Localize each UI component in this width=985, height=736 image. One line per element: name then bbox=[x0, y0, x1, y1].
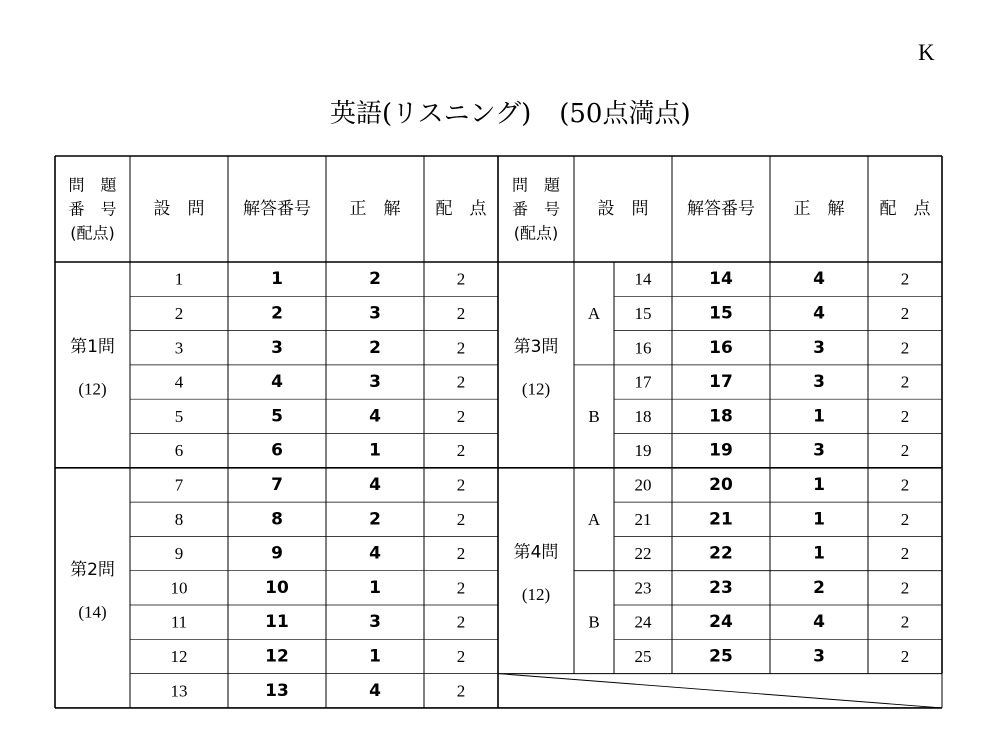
left-answer-no: 11 bbox=[265, 612, 289, 633]
left-correct-answer: 3 bbox=[369, 303, 381, 324]
header-setsumon-left: 設 問 bbox=[153, 199, 205, 219]
right-points: 2 bbox=[900, 303, 910, 323]
header-mondai-left: (配点) bbox=[70, 223, 115, 243]
right-correct-answer: 1 bbox=[813, 406, 825, 427]
title-subject: 英語(リスニング) bbox=[330, 99, 532, 129]
left-points: 2 bbox=[456, 338, 466, 358]
right-sub-label: B bbox=[588, 612, 600, 632]
left-question-no: 9 bbox=[174, 544, 184, 564]
left-correct-answer: 2 bbox=[369, 269, 381, 290]
left-correct-answer: 1 bbox=[369, 577, 381, 598]
left-points: 2 bbox=[456, 269, 466, 289]
left-question-no: 12 bbox=[170, 646, 188, 666]
left-points: 2 bbox=[456, 372, 466, 392]
right-sub-label: A bbox=[587, 509, 601, 529]
right-correct-answer: 1 bbox=[813, 543, 825, 564]
left-group-label: 第2問 bbox=[70, 559, 115, 580]
left-answer-no: 7 bbox=[271, 474, 283, 495]
right-answer-no: 19 bbox=[709, 440, 733, 461]
right-points: 2 bbox=[900, 544, 910, 564]
right-question-no: 20 bbox=[634, 475, 652, 495]
header-seikai-right: 正 解 bbox=[793, 199, 845, 219]
left-question-no: 2 bbox=[174, 303, 184, 323]
right-correct-answer: 1 bbox=[813, 509, 825, 530]
left-correct-answer: 1 bbox=[369, 646, 381, 667]
left-correct-answer: 4 bbox=[369, 474, 381, 495]
right-sub-label: B bbox=[588, 406, 600, 426]
left-points: 2 bbox=[456, 646, 466, 666]
right-answer-no: 20 bbox=[709, 474, 733, 495]
left-points: 2 bbox=[456, 509, 466, 529]
left-answer-no: 8 bbox=[271, 509, 283, 530]
left-question-no: 5 bbox=[174, 406, 184, 426]
right-question-no: 17 bbox=[634, 372, 652, 392]
right-correct-answer: 4 bbox=[813, 303, 825, 324]
left-question-no: 3 bbox=[174, 338, 184, 358]
left-points: 2 bbox=[456, 406, 466, 426]
left-points: 2 bbox=[456, 441, 466, 461]
right-answer-no: 17 bbox=[709, 372, 733, 393]
left-points: 2 bbox=[456, 475, 466, 495]
header-mondai-right: (配点) bbox=[513, 223, 559, 243]
left-group-label: 第1問 bbox=[70, 336, 115, 357]
left-answer-no: 2 bbox=[271, 303, 283, 324]
left-answer-no: 6 bbox=[271, 440, 283, 461]
right-correct-answer: 3 bbox=[813, 337, 825, 358]
right-group-label: 第3問 bbox=[513, 336, 559, 357]
left-correct-answer: 4 bbox=[369, 680, 381, 701]
left-group-points: (14) bbox=[78, 602, 107, 622]
left-correct-answer: 1 bbox=[369, 440, 381, 461]
right-points: 2 bbox=[900, 441, 910, 461]
right-answer-no: 18 bbox=[709, 406, 733, 427]
right-question-no: 23 bbox=[634, 578, 652, 598]
right-question-no: 19 bbox=[634, 441, 652, 461]
right-group-points: (12) bbox=[521, 379, 551, 399]
right-correct-answer: 4 bbox=[813, 269, 825, 290]
left-answer-no: 12 bbox=[265, 646, 289, 667]
header-seikai-left: 正 解 bbox=[349, 199, 401, 219]
left-answer-no: 10 bbox=[265, 577, 289, 598]
right-points: 2 bbox=[900, 406, 910, 426]
empty-cell-diagonal bbox=[498, 674, 942, 708]
right-answer-no: 22 bbox=[709, 543, 733, 564]
right-question-no: 14 bbox=[634, 269, 652, 289]
left-points: 2 bbox=[456, 681, 466, 701]
right-points: 2 bbox=[900, 338, 910, 358]
right-question-no: 24 bbox=[634, 612, 652, 632]
right-points: 2 bbox=[900, 269, 910, 289]
left-correct-answer: 2 bbox=[369, 337, 381, 358]
left-points: 2 bbox=[456, 544, 466, 564]
right-points: 2 bbox=[900, 475, 910, 495]
header-kaito-right: 解答番号 bbox=[687, 199, 755, 219]
header-setsumon-right: 設 問 bbox=[597, 199, 649, 219]
header-mondai-right: 番 号 bbox=[511, 199, 561, 219]
corner-mark: K bbox=[918, 40, 935, 65]
right-points: 2 bbox=[900, 578, 910, 598]
right-answer-no: 21 bbox=[709, 509, 733, 530]
left-points: 2 bbox=[456, 303, 466, 323]
header-kaito-left: 解答番号 bbox=[243, 199, 311, 219]
right-answer-no: 14 bbox=[709, 269, 733, 290]
left-correct-answer: 4 bbox=[369, 543, 381, 564]
right-correct-answer: 2 bbox=[813, 577, 825, 598]
header-haiten-left: 配 点 bbox=[435, 199, 487, 219]
left-answer-no: 3 bbox=[271, 337, 283, 358]
header-haiten-right: 配 点 bbox=[879, 199, 931, 219]
left-answer-no: 1 bbox=[271, 269, 283, 290]
right-correct-answer: 3 bbox=[813, 646, 825, 667]
right-answer-no: 23 bbox=[709, 577, 733, 598]
left-question-no: 10 bbox=[170, 578, 188, 598]
right-answer-no: 15 bbox=[709, 303, 733, 324]
right-answer-no: 16 bbox=[709, 337, 733, 358]
left-question-no: 7 bbox=[174, 475, 184, 495]
right-answer-no: 25 bbox=[709, 646, 733, 667]
right-group-points: (12) bbox=[521, 585, 551, 605]
left-question-no: 8 bbox=[174, 509, 184, 529]
right-points: 2 bbox=[900, 509, 910, 529]
left-group-points: (12) bbox=[78, 379, 107, 399]
left-answer-no: 9 bbox=[271, 543, 283, 564]
header-mondai-right: 問 題 bbox=[511, 175, 561, 195]
left-correct-answer: 3 bbox=[369, 372, 381, 393]
left-question-no: 13 bbox=[170, 681, 188, 701]
right-points: 2 bbox=[900, 612, 910, 632]
right-group-label: 第4問 bbox=[513, 542, 559, 563]
header-mondai-left: 番 号 bbox=[68, 199, 117, 219]
right-sub-label: A bbox=[587, 303, 601, 323]
right-question-no: 21 bbox=[634, 509, 652, 529]
right-correct-answer: 4 bbox=[813, 612, 825, 633]
left-answer-no: 4 bbox=[271, 372, 283, 393]
left-correct-answer: 4 bbox=[369, 406, 381, 427]
right-correct-answer: 3 bbox=[813, 440, 825, 461]
title-points: (50点満点) bbox=[559, 99, 691, 129]
right-question-no: 16 bbox=[634, 338, 652, 358]
left-question-no: 1 bbox=[174, 269, 184, 289]
left-answer-no: 13 bbox=[265, 680, 289, 701]
left-question-no: 11 bbox=[170, 612, 188, 632]
left-points: 2 bbox=[456, 612, 466, 632]
left-correct-answer: 2 bbox=[369, 509, 381, 530]
left-question-no: 6 bbox=[174, 441, 184, 461]
left-answer-no: 5 bbox=[271, 406, 283, 427]
left-points: 2 bbox=[456, 578, 466, 598]
right-question-no: 25 bbox=[634, 646, 652, 666]
header-mondai-left: 問 題 bbox=[68, 175, 117, 195]
right-question-no: 22 bbox=[634, 544, 652, 564]
right-question-no: 15 bbox=[634, 303, 652, 323]
right-points: 2 bbox=[900, 646, 910, 666]
right-points: 2 bbox=[900, 372, 910, 392]
right-correct-answer: 3 bbox=[813, 372, 825, 393]
right-correct-answer: 1 bbox=[813, 474, 825, 495]
left-question-no: 4 bbox=[174, 372, 184, 392]
left-correct-answer: 3 bbox=[369, 612, 381, 633]
right-answer-no: 24 bbox=[709, 612, 733, 633]
right-question-no: 18 bbox=[634, 406, 652, 426]
